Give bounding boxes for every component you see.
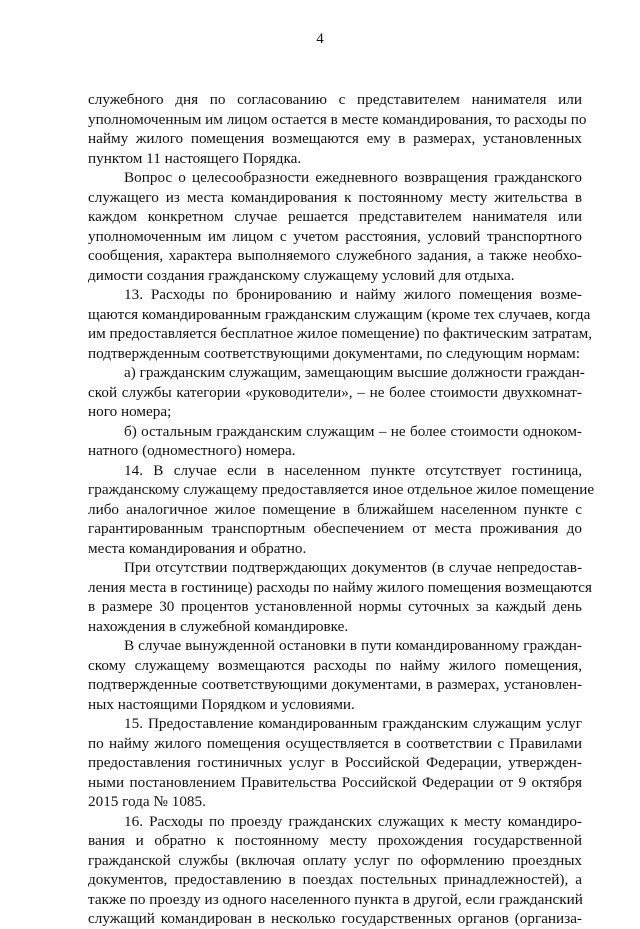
text-line: димости создания гражданскому служащему условий для отдыха. xyxy=(88,266,515,284)
text-line: гражданскому служащему предоставляется иное отдельное жилое помещение xyxy=(88,481,595,498)
text-line: пунктом 11 настоящего Порядка. xyxy=(88,149,302,167)
text-line: 2015 года № 1085. xyxy=(88,793,206,810)
text-line: скому служащему возмещаются расходы по найму жилого помещения, xyxy=(88,656,582,674)
document-body xyxy=(88,90,595,929)
text-line: служебного дня по согласованию с представителем нанимателя или xyxy=(88,91,582,108)
page-number: 4 xyxy=(316,31,324,47)
text-line: а) гражданским служащим, замещающим высшие должности граждан- xyxy=(124,364,585,381)
text-line: При отсутствии подтверждающих документов (в случае непредостав- xyxy=(124,559,582,576)
text-line: В случае вынужденной остановки в пути командированному граждан- xyxy=(124,637,582,654)
text-line: гражданской службы (включая оплату услуг по оформлению проездных xyxy=(88,851,582,869)
text-line: уполномоченным им лицом с учетом расстояния, условий транспортного xyxy=(88,227,582,245)
text-line: 14. В случае если в населенном пункте отсутствует гостиница, xyxy=(124,461,582,479)
text-line: ской службы категории «руководители», – не более стоимости двухкомнат- xyxy=(88,383,582,401)
text-line: им предоставляется бесплатное жилое помещение) по фактическим затратам, xyxy=(88,325,593,342)
text-line: служащего из места командирования к постоянному месту жительства в xyxy=(88,188,582,206)
text-line: в размере 30 процентов установленной нормы суточных за каждый день xyxy=(88,598,582,615)
text-line: вания и обратно к постоянному месту прохождения государственной xyxy=(88,832,582,849)
text-line: гарантированным транспортным обеспечением от места проживания до xyxy=(88,520,582,537)
text-line: найму жилого помещения возмещаются ему в размерах, установленных xyxy=(88,130,582,147)
text-line: уполномоченным им лицом остается в месте командирования, то расходы по xyxy=(88,110,587,128)
text-line: 16. Расходы по проезду гражданских служащих к месту командиро- xyxy=(124,812,582,830)
text-line: служащий командирован в несколько государственных органов (организа- xyxy=(88,910,582,927)
text-line: 13. Расходы по бронированию и найму жилого помещения возме- xyxy=(124,286,582,303)
text-line: документов, предоставлению в поездах постельных принадлежностей), а xyxy=(88,871,582,888)
text-line: 15. Предоставление командированным гражданским служащим услуг xyxy=(124,715,582,732)
text-line: по найму жилого помещения осуществляется в соответствии с Правилами xyxy=(88,734,582,752)
text-line: также по проезду из одного населенного пункта в другой, если гражданский xyxy=(88,890,583,908)
text-line: подтвержденные соответствующими документами, в размерах, установлен- xyxy=(88,676,582,693)
text-line: либо аналогичное жилое помещение в ближайшем населенном пункте с xyxy=(88,500,582,518)
text-line: Вопрос о целесообразности ежедневного возвращения гражданского xyxy=(124,169,582,186)
text-line: сообщения, характера выполняемого служебного задания, а также необхо- xyxy=(88,247,582,264)
text-line: места командирования и обратно. xyxy=(88,539,307,557)
text-line: ными постановлением Правительства Российской Федерации от 9 октября xyxy=(88,773,582,791)
text-line: нахождения в служебной командировке. xyxy=(88,617,349,635)
text-line: подтвержденным соответствующими документами, по следующим нормам: xyxy=(88,344,580,362)
text-line: ления места в гостинице) расходы по найму жилого помещения возмещаются xyxy=(88,578,592,596)
text-line: щаются командированным гражданским служащим (кроме тех случаев, когда xyxy=(88,305,591,323)
text-line: натного (одноместного) номера. xyxy=(88,442,296,459)
text-line: б) остальным гражданским служащим – не более стоимости одноком- xyxy=(124,422,582,440)
text-line: ных настоящими Порядком и условиями. xyxy=(88,695,355,713)
text-line: ного номера; xyxy=(88,403,172,420)
text-line: предоставления гостиничных услуг в Российской Федерации, утвержден- xyxy=(88,754,582,771)
text-line: каждом конкретном случае решается представителем нанимателя или xyxy=(88,208,582,225)
